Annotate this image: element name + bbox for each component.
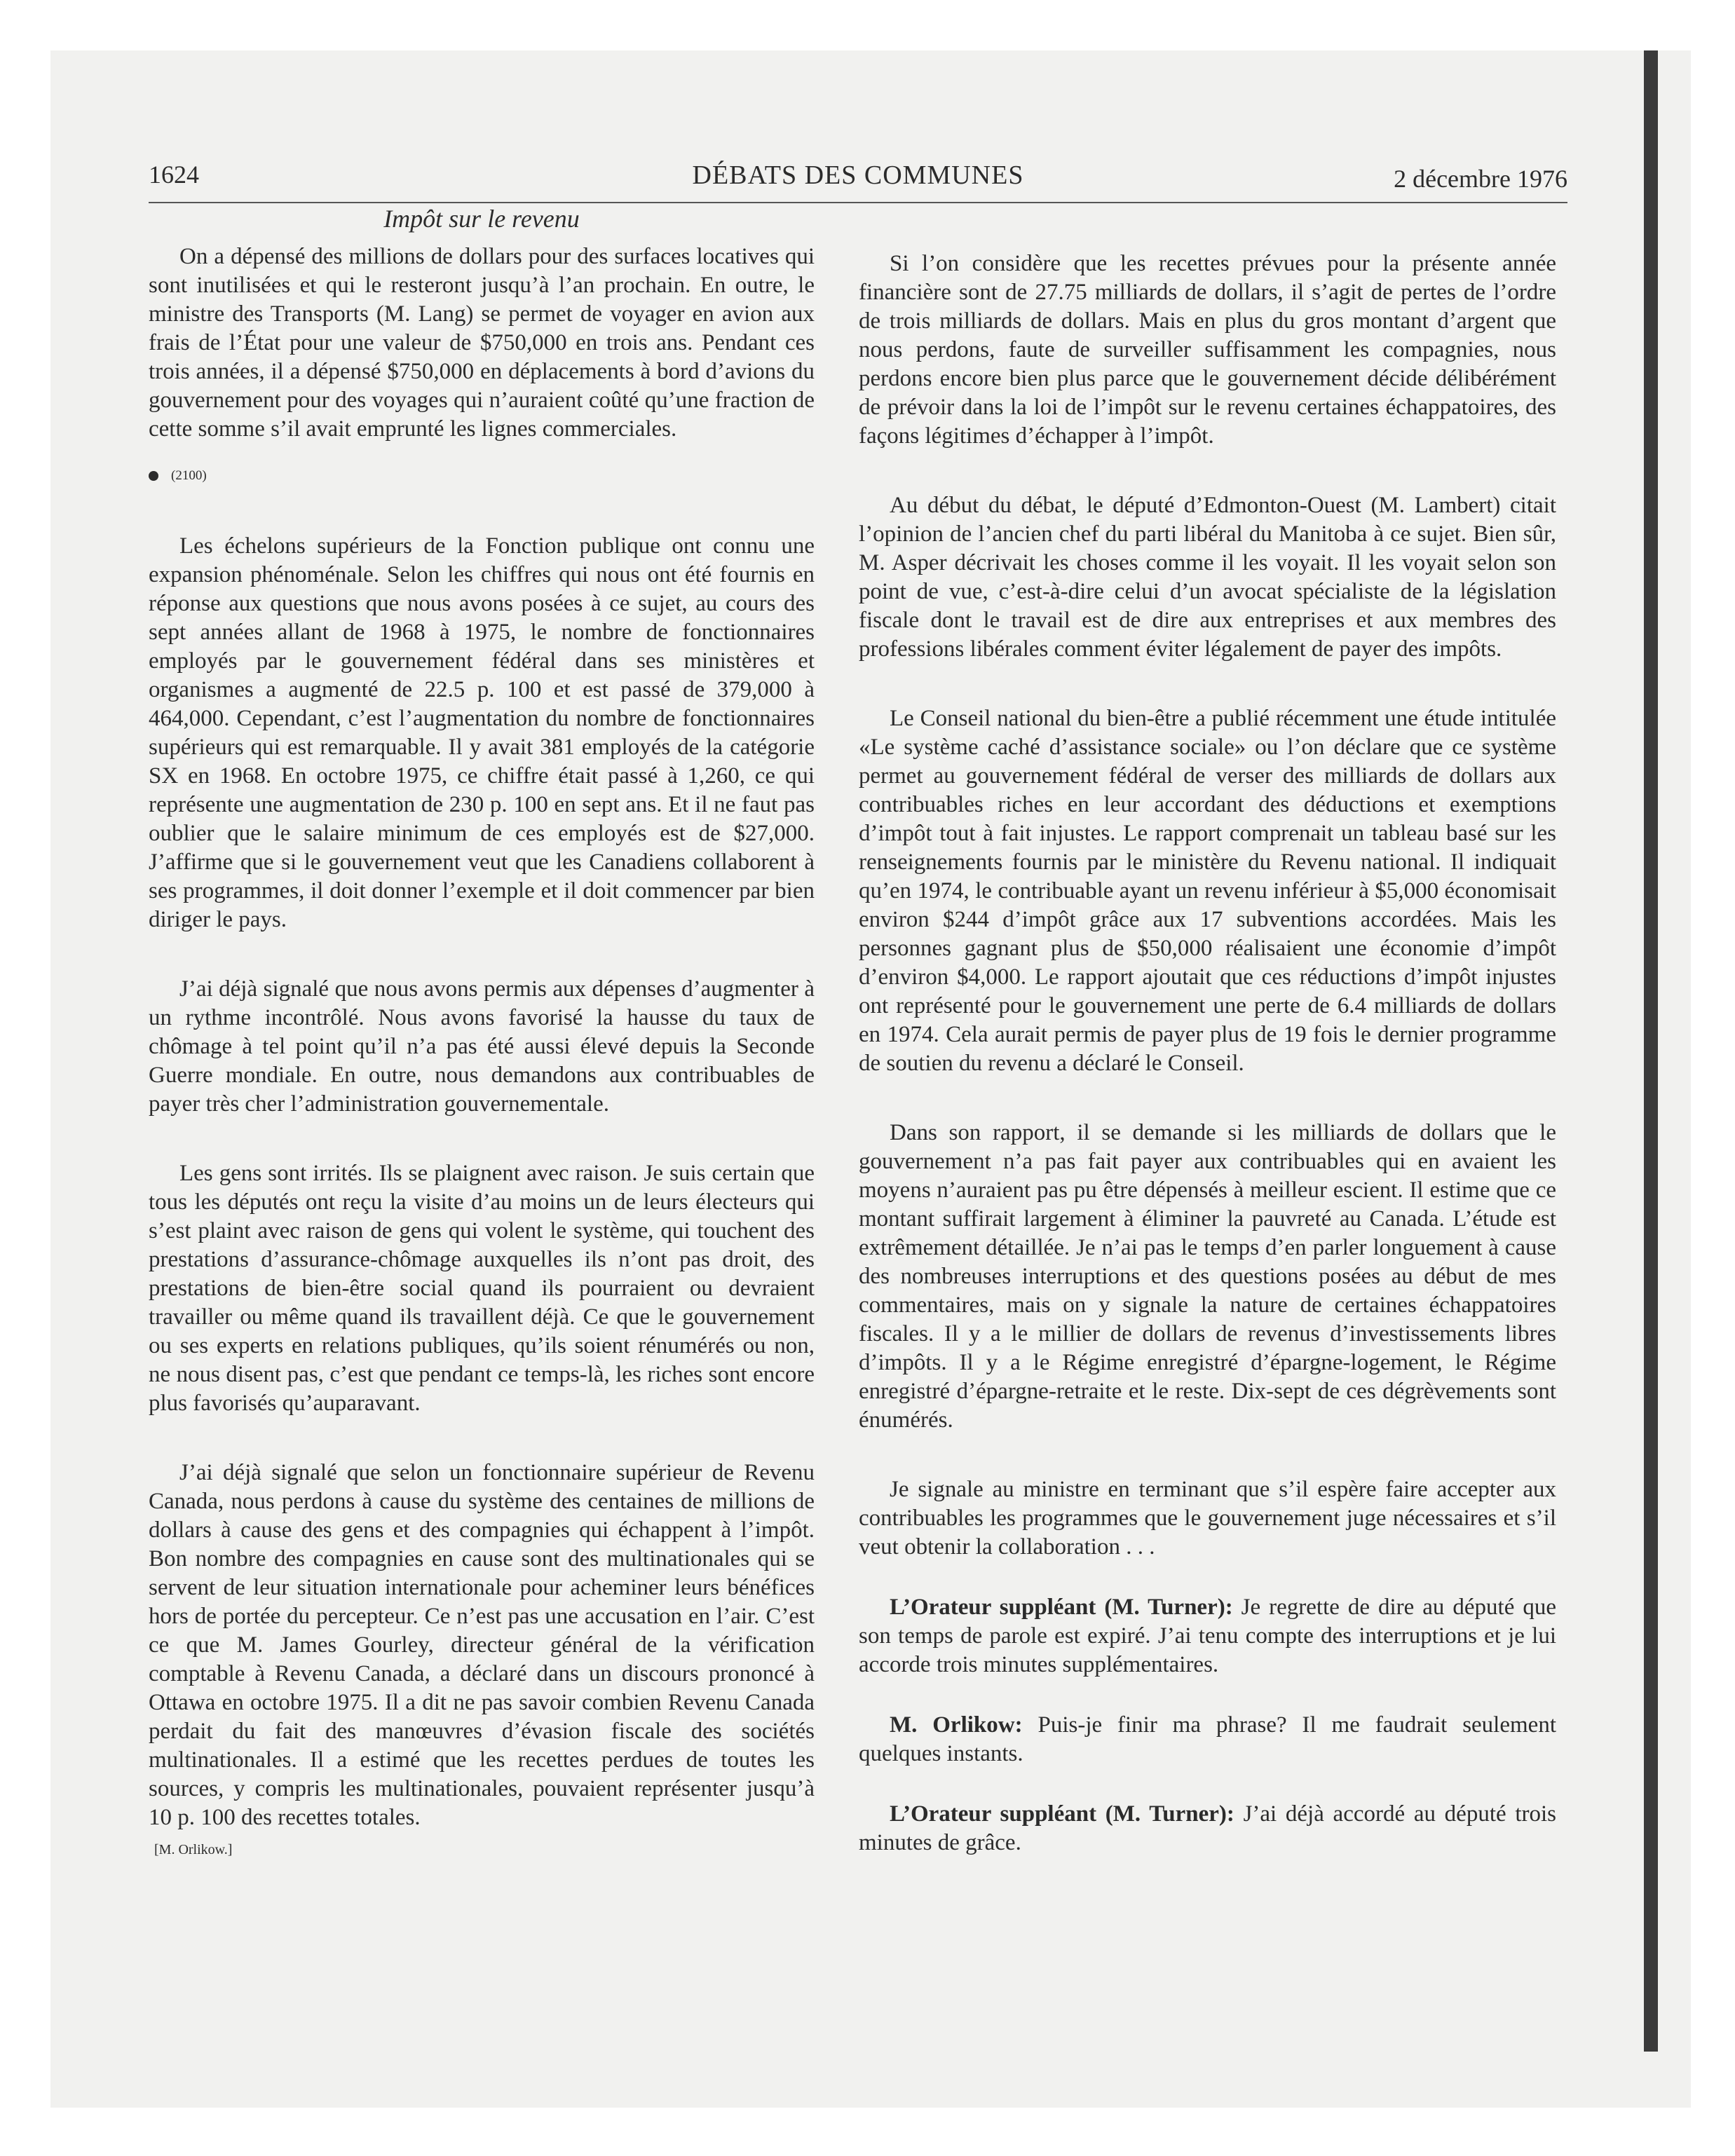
speaker-name: L’Orateur suppléant (M. Turner): <box>890 1801 1234 1827</box>
paragraph: On a dépensé des millions de dollars pour des surfaces locatives qui sont inutilisées et qui le resteront jusqu’à l’an prochain. En outre, le ministre des Transports (M. Lang) se permet de voyager en avion aux frais de l’État pour une valeur de $750,000 en trois ans. Pendant ces trois années, il a dépensé $750,000 en déplacements à bord d’avions du gouvernement pour des voyages qui n’auraient coûté qu’une fraction de cette somme s’il avait emprunté les lignes commerciales. <box>149 244 815 442</box>
paragraph: Au début du débat, le député d’Edmonton-Ouest (M. Lambert) citait l’opinion de l’ancien chef du parti libéral du Manitoba à ce sujet. Bien sûr, M. Asper décrivait les choses comme il les voyait. Il les voyait selon son point de vue, c’est-à-dire celui d’un avocat spécialiste de la législation fiscale dont le travail est de dire aux entreprises et aux membres des professions libérales comment éviter légalement de payer des impôts. <box>859 493 1556 662</box>
speaker-name: L’Orateur suppléant (M. Turner): <box>890 1595 1233 1620</box>
speech-text: J’ai déjà accordé au député trois minutes de grâce. <box>859 1801 1556 1855</box>
paragraph: J’ai déjà signalé que nous avons permis aux dépenses d’augmenter à un rythme incontrôlé. Nous avons favorisé la hausse du taux de chômage à tel point qu’il n’a pas été aussi élevé depuis la Seconde Guerre mondiale. En outre, nous demandons aux contribuables de payer très cher l’administration gouvernementale. <box>149 976 815 1117</box>
speaker-name: M. Orlikow: <box>890 1712 1023 1738</box>
paragraph: Je signale au ministre en terminant que s’il espère faire accepter aux contribuables les programmes que le gouvernement juge nécessaires et s’il veut obtenir la collaboration . . . <box>859 1477 1556 1560</box>
page-header <box>149 160 1567 203</box>
speaker-paragraph <box>859 1800 1556 1857</box>
paragraph: J’ai déjà signalé que selon un fonctionnaire supérieur de Revenu Canada, nous perdons à cause du système des centaines de millions de dollars à cause des gens et des compagnies qui échappent à l’impôt. Bon nombre des compagnies en cause sont des multinationales qui se servent de leur situation internationale pour acheminer leurs bénéfices hors de portée du percepteur. Ce n’est pas une accusation en l’air. C’est ce que M. James Gourley, directeur général de la vérification comptable à Revenu Canada, a déclaré dans un discours prononcé à Ottawa en octobre 1975. Il a dit ne pas savoir combien Revenu Canada perdait du fait des manœuvres d’évasion fiscale des sociétés multinationales. Il a estimé que les recettes perdues de toutes les sources, y compris les multinationales, pouvaient représenter jusqu’à 10 p. 100 des recettes totales. <box>149 1460 815 1830</box>
speaker-paragraph <box>859 1711 1556 1768</box>
publication-title: DÉBATS DES COMMUNES <box>692 161 1024 190</box>
right-column <box>859 203 1556 1857</box>
time-marker <box>149 468 815 484</box>
speaker-attribution: [M. Orlikow.] <box>154 1842 233 1857</box>
speech-text: Puis-je finir ma phrase? Il me faudrait seulement quelques instants. <box>859 1712 1556 1766</box>
left-column <box>149 203 815 1859</box>
paragraph: Dans son rapport, il se demande si les milliards de dollars que le gouvernement n’a pas fait payer aux contribuables qui en avaient les moyens n’auraient pas pu être dépensés à meilleur escient. Il estime que ce montant suffirait largement à éliminer la pauvreté au Canada. L’étude est extrêmement détaillée. Je n’ai pas le temps d’en parler longuement à cause des nombreuses interruptions et des questions posées au début de mes commentaires, mais on y signale la nature de certaines échappatoires fiscales. Il y a le millier de dollars de revenus d’investissements libres d’impôts. Il y a le Régime enregistré d’épargne-logement, le Régime enregistré d’épargne-retraite et le reste. Dix-sept de ces dégrèvements sont énumérés. <box>859 1120 1556 1433</box>
paragraph: Les gens sont irrités. Ils se plaignent avec raison. Je suis certain que tous les députés ont reçu la visite d’au moins un de leurs électeurs qui s’est plaint avec raison de gens qui volent le système, qui touchent des prestations d’assurance-chômage auxquelles ils n’ont pas droit, des prestations de bien-être social quand ils pourraient ou devraient travailler ou même quand ils travaillent déjà. Ce que le gouvernement ou ses experts en relations publiques, qu’ils soient rénumérés ou non, ne nous disent pas, c’est que pendant ce temps-là, les riches sont encore plus favorisés qu’auparavant. <box>149 1161 815 1416</box>
page-number: 1624 <box>149 161 199 189</box>
paragraph: Si l’on considère que les recettes prévues pour la présente année financière sont de 27.75 milliards de dollars, il s’agit de pertes de l’ordre de trois milliards de dollars. Mais en plus du gros montant d’argent que nous perdons, faute de surveiller suffisamment les compagnies, nous perdons encore bien plus parce que le gouvernement décide délibérément de prévoir dans la loi de l’impôt sur le revenu certaines échappatoires, des façons légitimes d’échapper à l’impôt. <box>859 251 1556 449</box>
page-date: 2 décembre 1976 <box>1394 165 1567 193</box>
paragraph: Le Conseil national du bien-être a publié récemment une étude intitulée «Le système caché d’assistance sociale» ou l’on déclare que ce système permet au gouvernement fédéral de verser des milliards de dollars aux contribuables riches en leur accordant des déductions et exemptions d’impôt tout à fait injustes. Le rapport comprenait un tableau basé sur les renseignements fournis par le ministère du Revenu national. Il indiquait qu’en 1974, le contribuable ayant un revenu inférieur à $5,000 économisait environ $244 d’impôt grâce aux 17 subventions accordées. Mais les personnes gagnant plus de $50,000 réalisaient une économie d’impôt d’environ $4,000. Le rapport ajoutait que ces réductions d’impôt injustes ont représenté pour le gouvernement une perte de 6.4 milliards de dollars en 1974. Cela aurait permis de payer plus de 19 fois le dernier programme de soutien du revenu a déclaré le Conseil. <box>859 706 1556 1076</box>
page-edge-bar <box>1644 50 1658 2052</box>
time-marker-text: (2100) <box>171 468 207 483</box>
paragraph: Les échelons supérieurs de la Fonction publique ont connu une expansion phénoménale. Selon les chiffres qui nous ont été fournis en réponse aux questions que nous avons posées à ce sujet, au cours des sept années allant de 1968 à 1975, le nombre de fonctionnaires employés par le gouvernement fédéral dans ses ministères et organismes a augmenté de 22.5 p. 100 et est passé de 379,000 à 464,000. Cependant, c’est l’augmentation du nombre de fonctionnaires supérieurs qui est remarquable. Il y avait 381 employés de la catégorie SX en 1968. En octobre 1975, ce chiffre était passé à 1,260, ce qui représente une augmentation de 230 p. 100 en sept ans. Et il ne faut pas oublier que le salaire minimum de ces employés est de $27,000. J’affirme que si le gouvernement veut que les Canadiens collaborent à ses programmes, il doit donner l’exemple et il doit commencer par bien diriger le pays. <box>149 533 815 932</box>
bullet-icon <box>149 471 158 481</box>
speech-text: Je regrette de dire au député que son temps de parole est expiré. J’ai tenu compte des interruptions et je lui accorde trois minutes supplémentaires. <box>859 1595 1556 1677</box>
section-title: Impôt sur le revenu <box>383 205 580 233</box>
speaker-paragraph <box>859 1593 1556 1679</box>
